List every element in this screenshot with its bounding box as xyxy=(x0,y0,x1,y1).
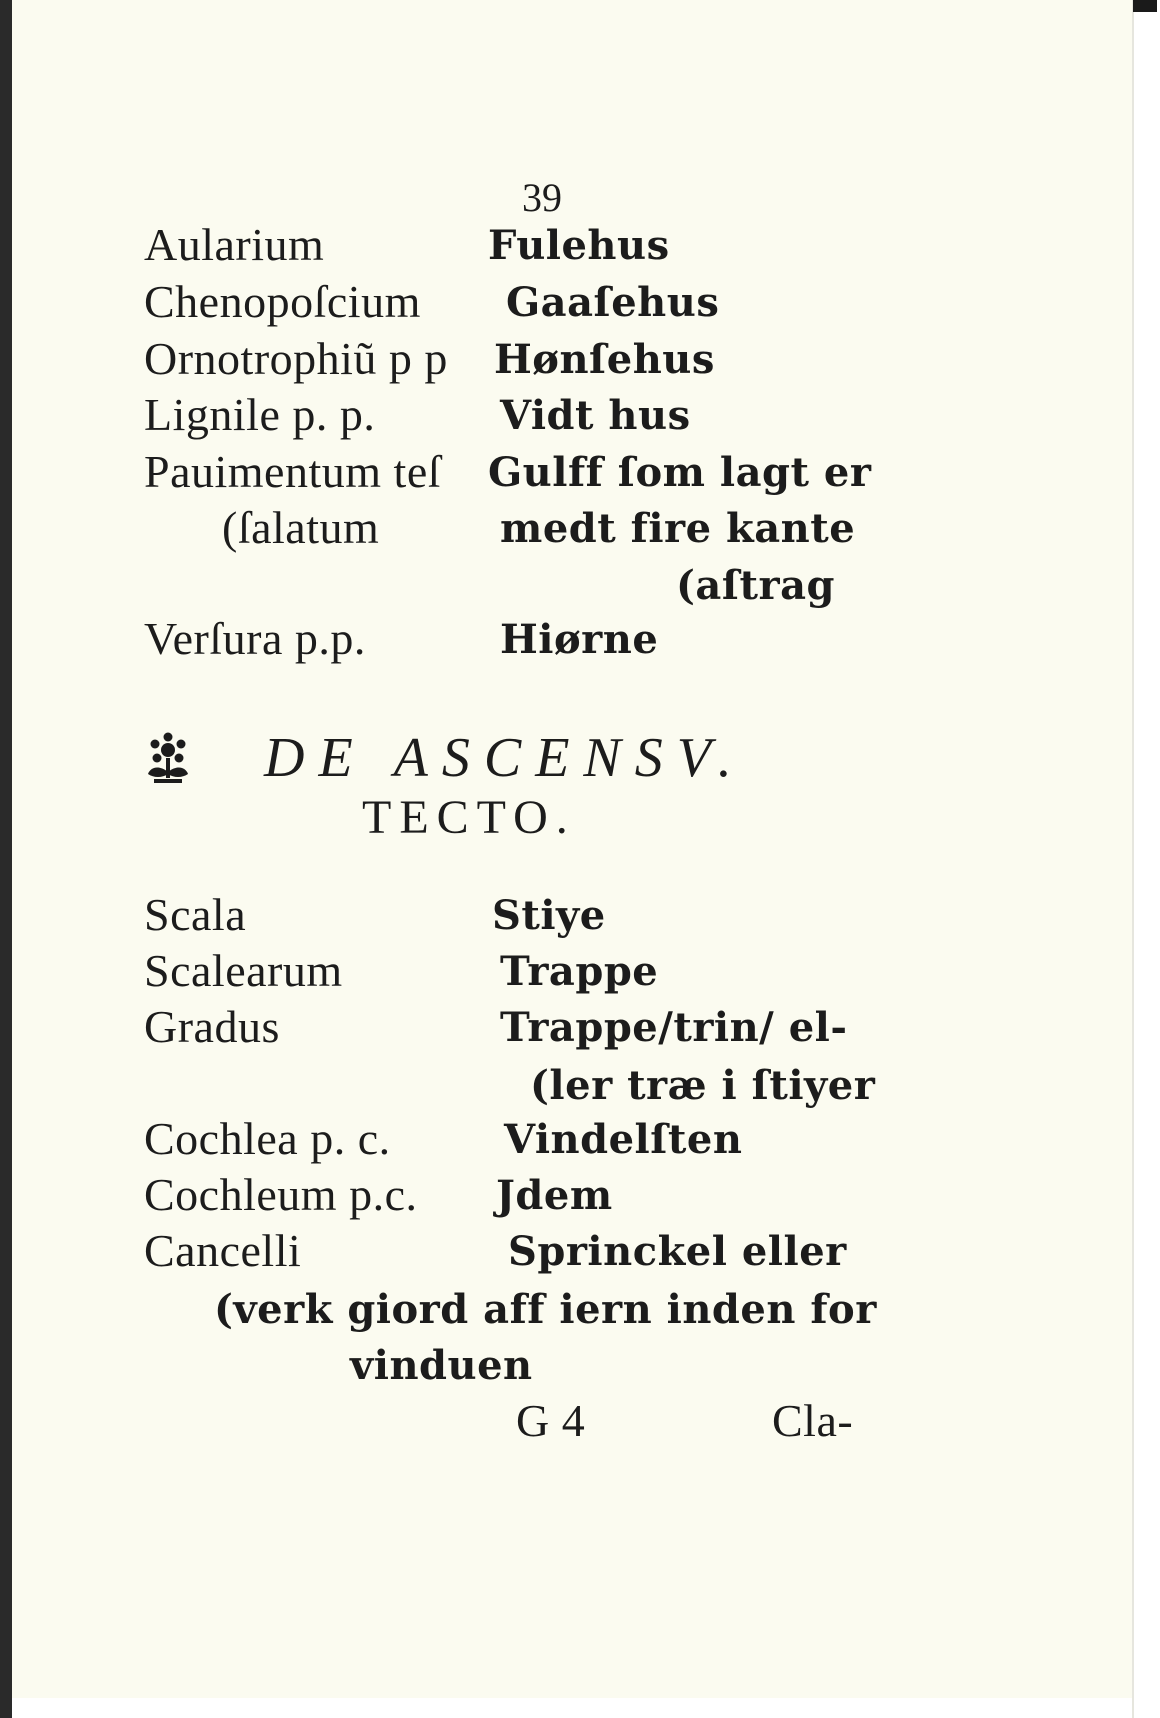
latin-term: Cancelli xyxy=(144,1225,302,1276)
latin-term: Aularium xyxy=(144,219,325,270)
latin-term: Gradus xyxy=(144,1001,280,1052)
latin-term: Cochlea p. c. xyxy=(144,1113,391,1164)
danish-term: Sprinckel eller xyxy=(508,1228,847,1275)
danish-term: (verk giord aff iern inden for xyxy=(214,1286,877,1333)
latin-term: Scalearum xyxy=(144,945,343,996)
signature-mark: G 4 xyxy=(516,1395,586,1446)
danish-term: Trappe/trin/ el- xyxy=(500,1004,848,1051)
book-spine-edge xyxy=(0,0,12,1718)
danish-term: (aſtrag xyxy=(676,562,835,609)
danish-term: Fulehus xyxy=(488,222,670,269)
latin-term: Ornotrophiũ p p xyxy=(144,333,448,384)
danish-term: Hønſehus xyxy=(494,336,715,383)
latin-term: Verſura p.p. xyxy=(144,613,366,664)
danish-term: medt fire kante xyxy=(500,505,856,552)
danish-term: Stiye xyxy=(492,892,606,939)
danish-term: Gaaſehus xyxy=(506,279,720,326)
page-edge xyxy=(1132,0,1134,1718)
flower-ornament-icon xyxy=(144,732,192,790)
section-subheading: TECTO. xyxy=(362,791,576,844)
danish-term: Vindelſten xyxy=(504,1116,743,1163)
latin-term: Cochleum p.c. xyxy=(144,1169,418,1220)
latin-term: Lignile p. p. xyxy=(144,389,376,440)
latin-term: Chenopoſcium xyxy=(144,276,421,327)
danish-term: Vidt hus xyxy=(500,392,691,439)
latin-term: Scala xyxy=(144,889,247,940)
catchword: Cla- xyxy=(772,1395,854,1446)
danish-term: vinduen xyxy=(350,1342,533,1389)
latin-term: Pauimentum teſ xyxy=(144,446,442,497)
danish-term: Trappe xyxy=(500,948,659,995)
danish-term: Gulff ſom lagt er xyxy=(488,449,872,496)
danish-term: (ler træ i ſtiyer xyxy=(530,1062,876,1109)
section-heading: DE ASCENSV. xyxy=(264,727,746,789)
scan-edge-mark xyxy=(1133,0,1157,12)
danish-term: Jdem xyxy=(496,1172,613,1219)
danish-term: Hiørne xyxy=(500,616,659,663)
latin-term: (ſalatum xyxy=(222,502,380,553)
page-number: 39 xyxy=(522,175,562,220)
